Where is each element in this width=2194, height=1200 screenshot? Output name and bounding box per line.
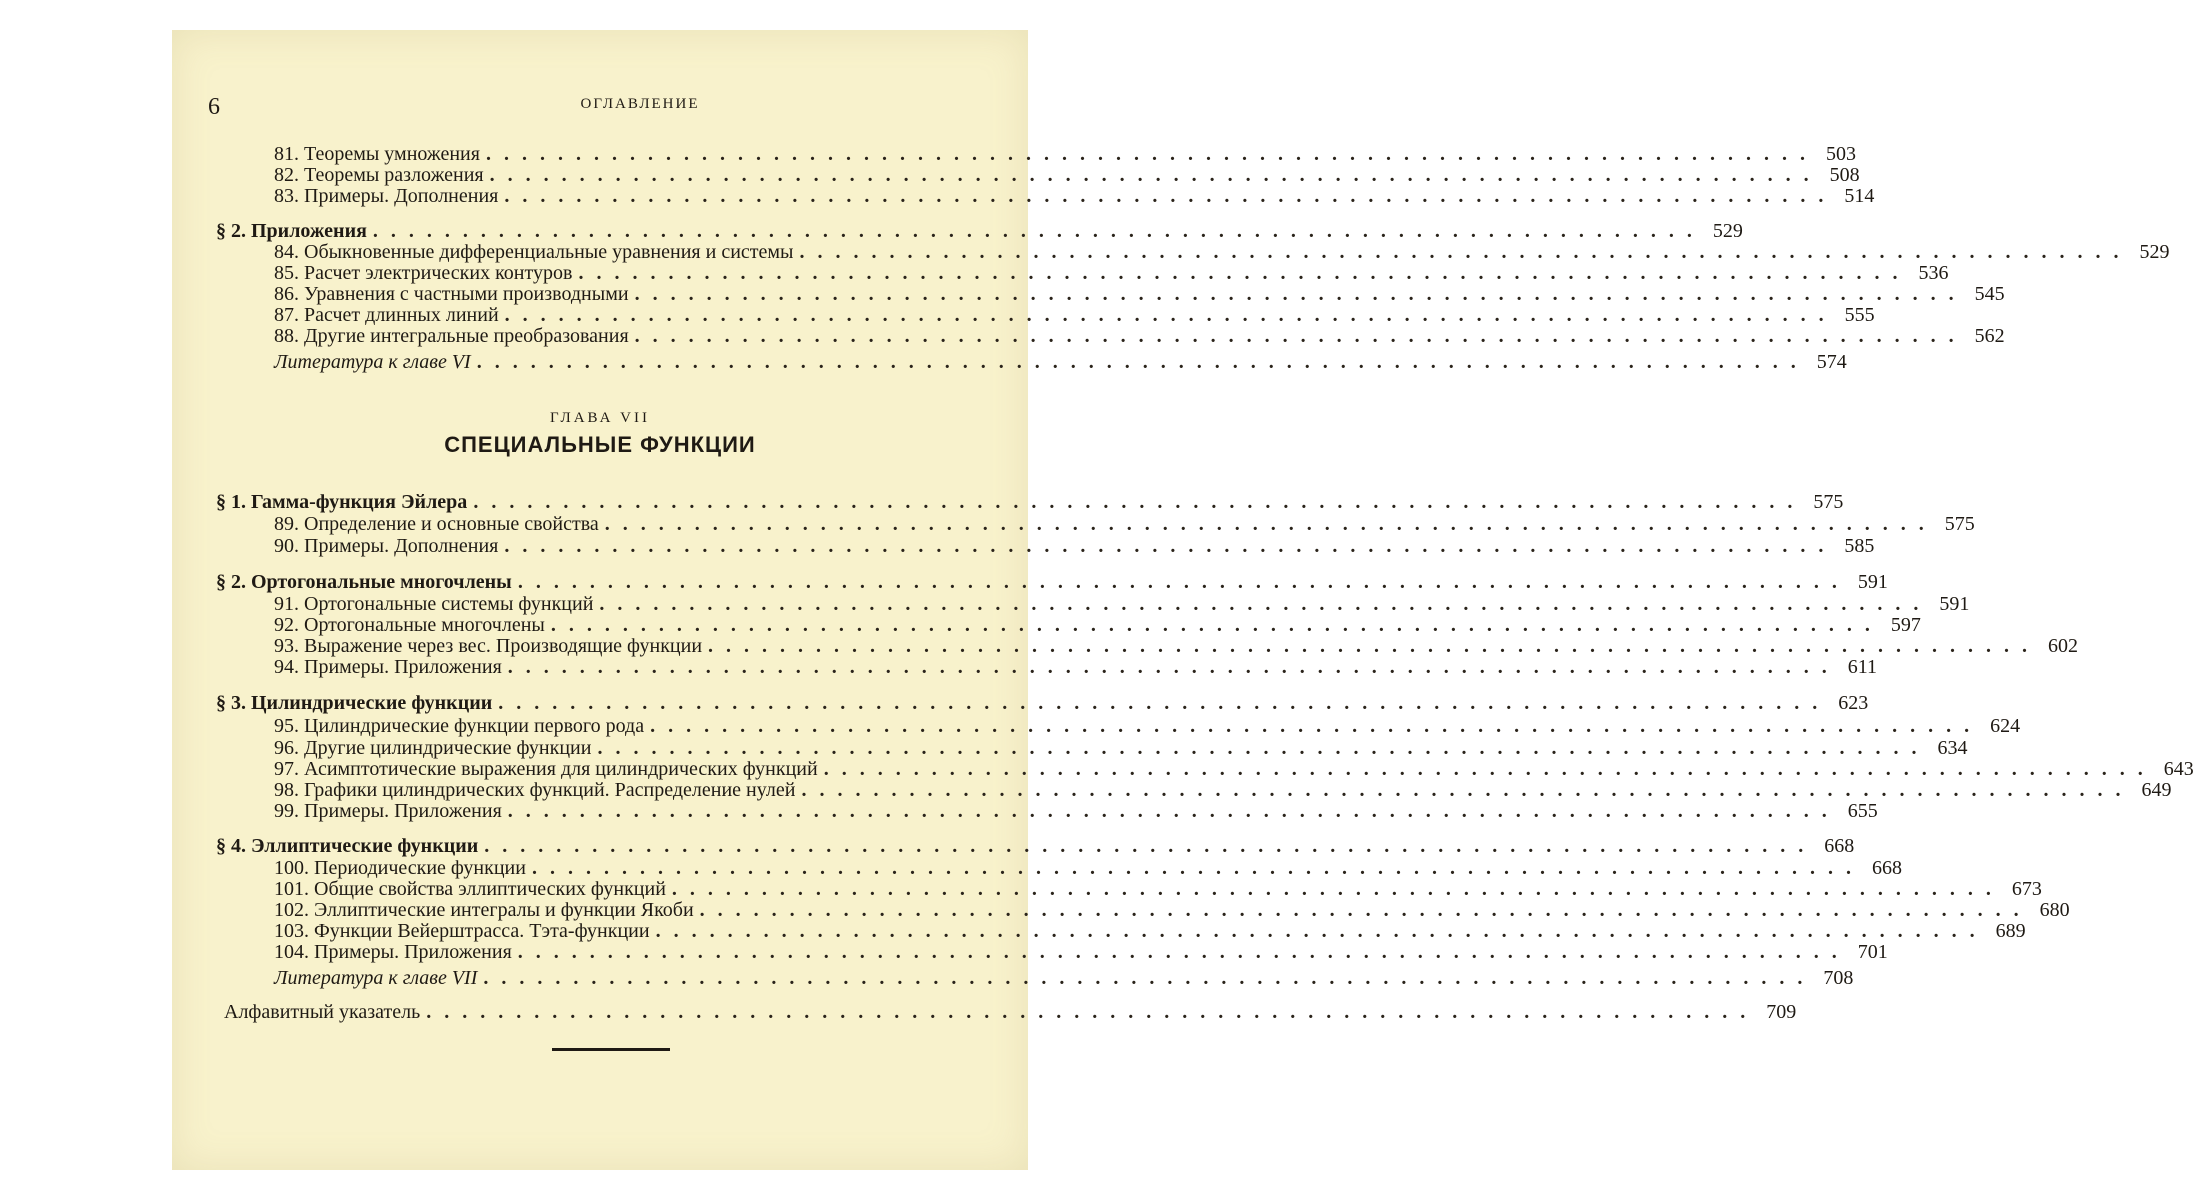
page-ref: 668 (1871, 857, 1902, 879)
page-ref: 611 (1847, 656, 1878, 678)
toc-section[interactable]: § 4. Эллиптические функции .......................................................................... 668 (216, 835, 1855, 857)
page-ref: 574 (1816, 351, 1847, 373)
leader-dots: .......................................................................... (634, 283, 1967, 305)
page-ref: 529 (1712, 220, 1743, 242)
toc-entry[interactable]: 89. Определение и основные свойства .......................................................................... 575 (274, 513, 1975, 535)
page-ref: 545 (1974, 283, 2005, 305)
page-ref: 668 (1824, 835, 1855, 857)
leader-dots: .......................................................................... (485, 143, 1818, 165)
toc-entry[interactable]: 84. Обыкновенные дифференциальные уравнения и системы .......................................................................... 529 (274, 241, 2170, 263)
leader-dots: .......................................................................... (650, 715, 1983, 737)
page-ref: 575 (1944, 513, 1975, 535)
leader-dots: .......................................................................... (426, 1001, 1759, 1023)
toc-entry[interactable]: 86. Уравнения с частными производными .......................................................................... 545 (274, 283, 2005, 305)
page-number: 6 (208, 94, 220, 120)
leader-dots: .......................................................................... (484, 835, 1817, 857)
toc-entry[interactable]: 100. Периодические функции .......................................................................... 668 (274, 857, 1902, 879)
page-ref: 555 (1844, 304, 1875, 326)
toc-section[interactable]: § 2. Приложения .......................................................................... 529 (216, 220, 1743, 242)
toc-entry[interactable]: 97. Асимптотические выражения для цилиндрических функций .......................................................................... 643 (274, 758, 2194, 780)
page-ref: 591 (1857, 571, 1888, 593)
leader-dots: .......................................................................... (517, 571, 1850, 593)
leader-dots: .......................................................................... (473, 491, 1806, 513)
leader-dots: .......................................................................... (708, 635, 2041, 657)
page-ref: 514 (1844, 185, 1875, 207)
page-header (172, 90, 1028, 120)
page-ref: 708 (1823, 967, 1854, 989)
toc-entry[interactable]: 81. Теоремы умножения .......................................................................... 503 (274, 143, 1856, 165)
leader-dots: .......................................................................... (597, 737, 1930, 759)
leader-dots: .......................................................................... (801, 779, 2134, 801)
toc-entry[interactable]: 101. Общие свойства эллиптических функций .......................................................................... 673 (274, 878, 2042, 900)
leader-dots: .......................................................................... (671, 878, 2004, 900)
chapter-title: СПЕЦИАЛЬНЫЕ ФУНКЦИИ (444, 432, 756, 457)
leader-dots: .......................................................................... (823, 758, 2156, 780)
page-ref: 602 (2048, 635, 2079, 657)
leader-dots: .......................................................................... (655, 920, 1988, 942)
leader-dots: .......................................................................... (634, 325, 1967, 347)
toc-entry[interactable]: 102. Эллиптические интегралы и функции Якоби .......................................................................... 680 (274, 899, 2070, 921)
page-ref: 597 (1890, 614, 1921, 636)
toc-entry[interactable]: 87. Расчет длинных линий .......................................................................... 555 (274, 304, 1875, 326)
toc-index[interactable]: Алфавитный указатель .......................................................................... 709 (224, 1001, 1797, 1023)
toc-entry[interactable]: 88. Другие интегральные преобразования .......................................................................... 562 (274, 325, 2005, 347)
page-ref: 709 (1766, 1001, 1797, 1023)
running-title: ОГЛАВЛЕНИЕ (580, 96, 700, 112)
page-ref: 529 (2139, 241, 2170, 263)
page-ref: 575 (1813, 491, 1844, 513)
leader-dots: .......................................................................... (504, 535, 1837, 557)
leader-dots: .......................................................................... (476, 351, 1809, 373)
toc-entry[interactable]: 94. Примеры. Приложения .......................................................................... 611 (274, 656, 1878, 678)
toc-entry[interactable]: 85. Расчет электрических контуров .......................................................................... 536 (274, 262, 1949, 284)
leader-dots: .......................................................................... (504, 185, 1837, 207)
leader-dots: .......................................................................... (517, 941, 1850, 963)
leader-dots: .......................................................................... (599, 593, 1932, 615)
toc-entry[interactable]: 103. Функции Вейерштрасса. Тэта-функции .......................................................................... 689 (274, 920, 2026, 942)
toc-section[interactable]: § 3. Цилиндрические функции .......................................................................... 623 (216, 692, 1869, 714)
leader-dots: .......................................................................... (604, 513, 1937, 535)
toc-entry[interactable]: 96. Другие цилиндрические функции .......................................................................... 634 (274, 737, 1968, 759)
page-ref: 536 (1918, 262, 1949, 284)
page-ref: 634 (1937, 737, 1968, 759)
page-ref: 689 (1995, 920, 2026, 942)
leader-dots: .......................................................................... (507, 800, 1840, 822)
toc-section[interactable]: § 2. Ортогональные многочлены .......................................................................... 591 (216, 571, 1888, 593)
leader-dots: .......................................................................... (483, 967, 1816, 989)
page-ref: 701 (1857, 941, 1888, 963)
page-ref: 680 (2039, 899, 2070, 921)
leader-dots: .......................................................................... (550, 614, 1883, 636)
leader-dots: .......................................................................... (531, 857, 1864, 879)
toc-entry[interactable]: 104. Примеры. Приложения .......................................................................... 701 (274, 941, 1888, 963)
page-ref: 508 (1829, 164, 1860, 186)
leader-dots: .......................................................................... (507, 656, 1840, 678)
page-ref: 503 (1825, 143, 1856, 165)
leader-dots: .......................................................................... (498, 692, 1831, 714)
leader-dots: .......................................................................... (799, 241, 2132, 263)
leader-dots: .......................................................................... (699, 899, 2032, 921)
toc-entry[interactable]: 91. Ортогональные системы функций .......................................................................... 591 (274, 593, 1970, 615)
leader-dots: .......................................................................... (504, 304, 1837, 326)
page-ref: 585 (1844, 535, 1875, 557)
toc-section[interactable]: § 1. Гамма-функция Эйлера .......................................................................... 575 (216, 491, 1844, 513)
leader-dots: .......................................................................... (578, 262, 1911, 284)
page-ref: 655 (1847, 800, 1878, 822)
chapter-label: ГЛАВА VII (549, 410, 650, 426)
book-page (172, 30, 2194, 1170)
toc-entry[interactable]: 90. Примеры. Дополнения .......................................................................... 585 (274, 535, 1875, 557)
end-rule (552, 1048, 670, 1051)
page-ref: 591 (1939, 593, 1970, 615)
page-ref: 623 (1838, 692, 1869, 714)
toc-literature[interactable]: Литература к главе VI .......................................................................... 574 (274, 351, 1847, 373)
page-ref: 643 (2163, 758, 2194, 780)
page-ref: 624 (1990, 715, 2021, 737)
toc-entry[interactable]: 93. Выражение через вес. Производящие функции .......................................................................... 602 (274, 635, 2079, 657)
toc-entry[interactable]: 83. Примеры. Дополнения .......................................................................... 514 (274, 185, 1875, 207)
toc-entry[interactable]: 98. Графики цилиндрических функций. Распределение нулей .......................................................................... 649 (274, 779, 2172, 801)
toc-entry[interactable]: 82. Теоремы разложения .......................................................................... 508 (274, 164, 1860, 186)
leader-dots: .......................................................................... (489, 164, 1822, 186)
toc-entry[interactable]: 92. Ортогональные многочлены .......................................................................... 597 (274, 614, 1921, 636)
leader-dots: .......................................................................... (372, 220, 1705, 242)
toc-entry[interactable]: 99. Примеры. Приложения .......................................................................... 655 (274, 800, 1878, 822)
toc-entry[interactable]: 95. Цилиндрические функции первого рода .......................................................................... 624 (274, 715, 2021, 737)
page-ref: 673 (2011, 878, 2042, 900)
page-ref: 649 (2141, 779, 2172, 801)
toc-literature[interactable]: Литература к главе VII .......................................................................... 708 (274, 967, 1854, 989)
page-ref: 562 (1974, 325, 2005, 347)
